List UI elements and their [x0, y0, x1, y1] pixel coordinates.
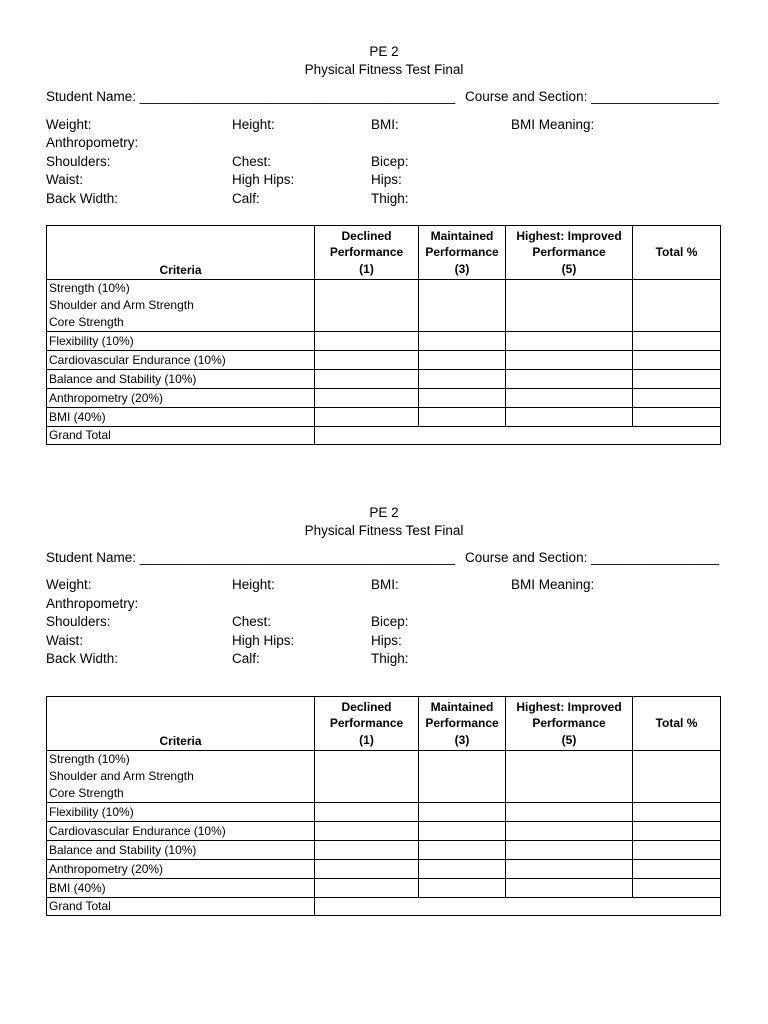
- score-cell[interactable]: [419, 879, 506, 898]
- criteria-cell: Cardiovascular Endurance (10%): [47, 822, 315, 841]
- weight-label: Weight:: [46, 117, 92, 132]
- table-row: [47, 389, 721, 408]
- table-row: [47, 860, 721, 879]
- score-cell[interactable]: [419, 332, 506, 351]
- table-row: [47, 803, 721, 822]
- score-cell[interactable]: [419, 280, 506, 332]
- bmi-label: BMI:: [371, 577, 399, 592]
- criteria-cell: BMI (40%): [47, 879, 315, 898]
- height-label: Height:: [232, 117, 275, 132]
- table-header-row: [47, 226, 721, 280]
- course-section-field[interactable]: Course and Section: _________________: [465, 550, 719, 565]
- declined-header: Declined Performance (1): [315, 697, 419, 751]
- score-cell[interactable]: [506, 280, 633, 332]
- criteria-table: [46, 696, 721, 916]
- grand-total-label: Grand Total: [47, 427, 315, 445]
- score-cell[interactable]: [315, 370, 419, 389]
- score-cell[interactable]: [419, 751, 506, 803]
- table-header-row: [47, 697, 721, 751]
- criteria-cell: Balance and Stability (10%): [47, 841, 315, 860]
- total-cell[interactable]: [633, 822, 721, 841]
- table-row: [47, 751, 721, 803]
- grand-total-cell[interactable]: [315, 427, 721, 445]
- table-row: [47, 370, 721, 389]
- bmi-meaning-label: BMI Meaning:: [511, 577, 595, 592]
- score-cell[interactable]: [315, 389, 419, 408]
- waist-label: Waist:: [46, 172, 83, 187]
- hips-label: Hips:: [371, 633, 402, 648]
- grand-total-label: Grand Total: [47, 898, 315, 916]
- score-cell[interactable]: [419, 408, 506, 427]
- total-cell[interactable]: [633, 751, 721, 803]
- table-row: [47, 351, 721, 370]
- shoulders-label: Shoulders:: [46, 154, 111, 169]
- thigh-label: Thigh:: [371, 191, 409, 206]
- criteria-cell: Flexibility (10%): [47, 332, 315, 351]
- back-width-label: Back Width:: [46, 191, 119, 206]
- score-cell[interactable]: [315, 860, 419, 879]
- improved-header: Highest: Improved Performance (5): [506, 697, 633, 751]
- score-cell[interactable]: [315, 280, 419, 332]
- total-header: Total %: [633, 697, 721, 751]
- waist-label: Waist:: [46, 633, 83, 648]
- total-cell[interactable]: [633, 332, 721, 351]
- high-hips-label: High Hips:: [232, 172, 295, 187]
- total-cell[interactable]: [633, 370, 721, 389]
- score-cell[interactable]: [315, 332, 419, 351]
- score-cell[interactable]: [506, 351, 633, 370]
- grand-total-row: [47, 898, 721, 916]
- height-label: Height:: [232, 577, 275, 592]
- criteria-header: Criteria: [47, 697, 315, 751]
- course-section-field[interactable]: Course and Section: _________________: [465, 89, 719, 104]
- anthropometry-label: Anthropometry:: [46, 135, 139, 150]
- table-row: [47, 332, 721, 351]
- score-cell[interactable]: [315, 822, 419, 841]
- criteria-cell: Anthropometry (20%): [47, 389, 315, 408]
- form-title: Physical Fitness Test Final: [304, 523, 464, 538]
- total-cell[interactable]: [633, 879, 721, 898]
- anthropometry-label: Anthropometry:: [46, 596, 139, 611]
- table-row: [47, 408, 721, 427]
- declined-header: Declined Performance (1): [315, 226, 419, 280]
- score-cell[interactable]: [506, 822, 633, 841]
- score-cell[interactable]: [315, 751, 419, 803]
- maintained-header: Maintained Performance (3): [419, 697, 506, 751]
- total-cell[interactable]: [633, 351, 721, 370]
- criteria-cell: Strength (10%) Shoulder and Arm Strength Core Strength: [47, 280, 315, 332]
- student-name-field[interactable]: Student Name: __________________________________________: [46, 550, 456, 565]
- hips-label: Hips:: [371, 172, 402, 187]
- calf-label: Calf:: [232, 651, 260, 666]
- score-cell[interactable]: [506, 751, 633, 803]
- table-row: [47, 280, 721, 332]
- shoulders-label: Shoulders:: [46, 614, 111, 629]
- improved-header: Highest: Improved Performance (5): [506, 226, 633, 280]
- criteria-cell: Anthropometry (20%): [47, 860, 315, 879]
- score-cell[interactable]: [506, 370, 633, 389]
- score-cell[interactable]: [419, 351, 506, 370]
- weight-label: Weight:: [46, 577, 92, 592]
- score-cell[interactable]: [315, 408, 419, 427]
- grand-total-row: [47, 427, 721, 445]
- score-cell[interactable]: [315, 351, 419, 370]
- score-cell[interactable]: [419, 389, 506, 408]
- score-cell[interactable]: [315, 803, 419, 822]
- bmi-label: BMI:: [371, 117, 399, 132]
- score-cell[interactable]: [506, 841, 633, 860]
- form-title: Physical Fitness Test Final: [304, 62, 464, 77]
- course-code: PE 2: [369, 505, 399, 520]
- score-cell[interactable]: [419, 841, 506, 860]
- score-cell[interactable]: [506, 803, 633, 822]
- table-row: [47, 841, 721, 860]
- score-cell[interactable]: [506, 879, 633, 898]
- criteria-cell: BMI (40%): [47, 408, 315, 427]
- criteria-table: [46, 225, 721, 445]
- score-cell[interactable]: [506, 408, 633, 427]
- criteria-cell: Strength (10%) Shoulder and Arm Strength Core Strength: [47, 751, 315, 803]
- grand-total-cell[interactable]: [315, 898, 721, 916]
- chest-label: Chest:: [232, 614, 272, 629]
- high-hips-label: High Hips:: [232, 633, 295, 648]
- maintained-header: Maintained Performance (3): [419, 226, 506, 280]
- course-code: PE 2: [369, 44, 399, 59]
- back-width-label: Back Width:: [46, 651, 119, 666]
- bicep-label: Bicep:: [371, 614, 409, 629]
- total-cell[interactable]: [633, 841, 721, 860]
- total-header: Total %: [633, 226, 721, 280]
- total-cell[interactable]: [633, 803, 721, 822]
- score-cell[interactable]: [419, 860, 506, 879]
- chest-label: Chest:: [232, 154, 272, 169]
- score-cell[interactable]: [506, 860, 633, 879]
- criteria-cell: Balance and Stability (10%): [47, 370, 315, 389]
- score-cell[interactable]: [506, 389, 633, 408]
- total-cell[interactable]: [633, 860, 721, 879]
- score-cell[interactable]: [315, 841, 419, 860]
- total-cell[interactable]: [633, 280, 721, 332]
- total-cell[interactable]: [633, 408, 721, 427]
- calf-label: Calf:: [232, 191, 260, 206]
- table-row: [47, 822, 721, 841]
- bmi-meaning-label: BMI Meaning:: [511, 117, 595, 132]
- score-cell[interactable]: [419, 822, 506, 841]
- score-cell[interactable]: [419, 370, 506, 389]
- criteria-header: Criteria: [47, 226, 315, 280]
- thigh-label: Thigh:: [371, 651, 409, 666]
- criteria-cell: Cardiovascular Endurance (10%): [47, 351, 315, 370]
- student-name-field[interactable]: Student Name: __________________________________________: [46, 89, 456, 104]
- bicep-label: Bicep:: [371, 154, 409, 169]
- table-row: [47, 879, 721, 898]
- score-cell[interactable]: [315, 879, 419, 898]
- total-cell[interactable]: [633, 389, 721, 408]
- score-cell[interactable]: [506, 332, 633, 351]
- score-cell[interactable]: [419, 803, 506, 822]
- criteria-cell: Flexibility (10%): [47, 803, 315, 822]
